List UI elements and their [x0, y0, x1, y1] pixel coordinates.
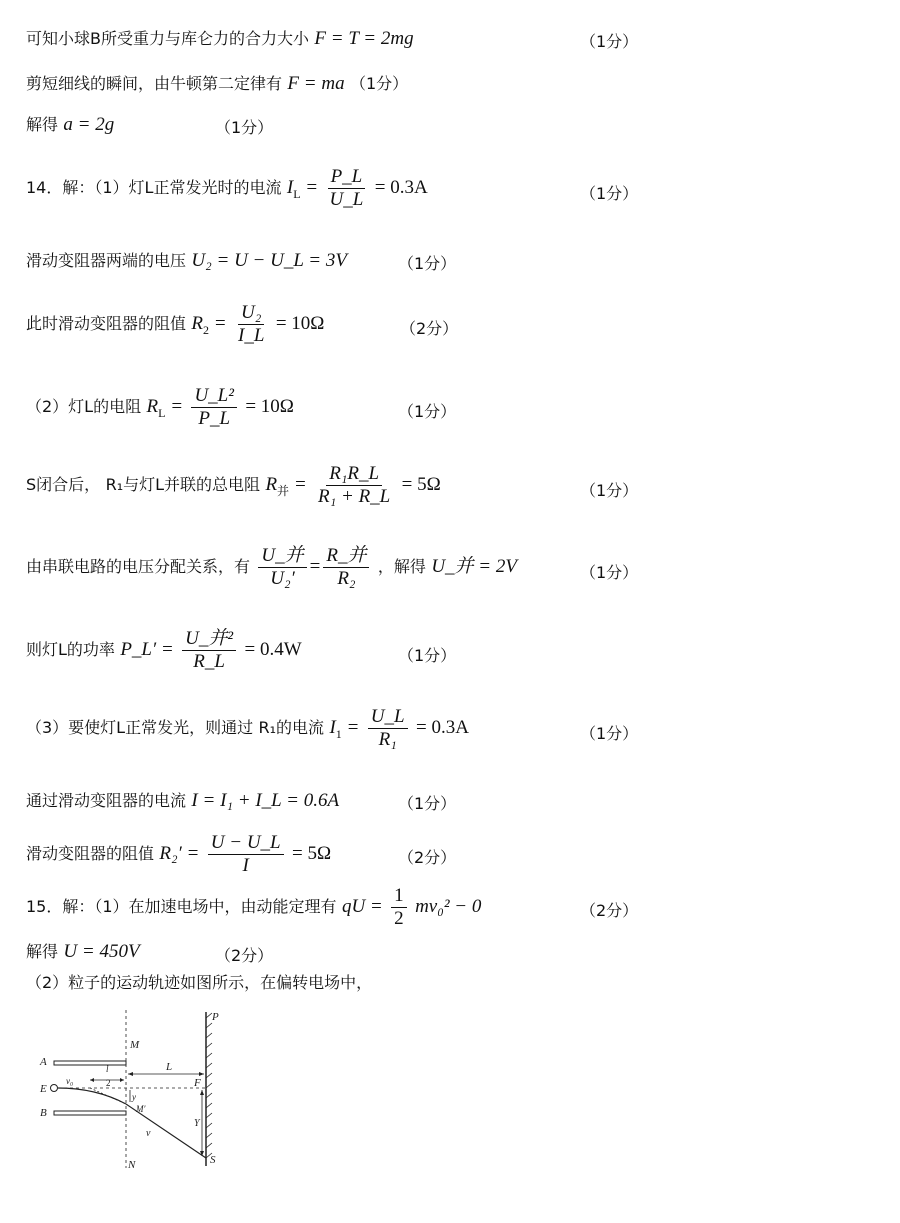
line-15-text: 解得 — [26, 942, 59, 961]
line-12 — [26, 790, 339, 812]
line-9-text: 由串联电路的电压分配关系，有 — [26, 557, 251, 576]
line-7-lhs: $R_L$ = — [146, 396, 184, 420]
label-N: N — [128, 1159, 136, 1171]
line-14-eq-pre: qU = — [341, 896, 383, 917]
trajectory-curve — [58, 1088, 126, 1104]
line-9-frac-a: $\frac{\text{U\_并}}{\text{U₂′}}$ — [258, 545, 306, 590]
line-16 — [26, 972, 372, 994]
points-4: （1分） — [580, 184, 639, 203]
line-13 — [26, 832, 331, 877]
line-3 — [26, 114, 114, 136]
line-15-eq: U = 450V — [63, 941, 140, 962]
line-8-text: S闭合后， — [26, 475, 101, 494]
points-15: （2分） — [215, 946, 274, 965]
points-5: （1分） — [398, 254, 457, 273]
label-P: P — [212, 1011, 219, 1023]
points-8: （1分） — [580, 481, 639, 500]
line-11-text: （3）要使灯L正常发光，则通过 — [26, 718, 254, 737]
line-8-rhs: = 5Ω — [401, 474, 441, 495]
line-4-rhs: = 0.3A — [374, 177, 428, 198]
label-F: F — [194, 1077, 201, 1089]
points-6: （2分） — [400, 319, 459, 338]
label-M: M — [130, 1039, 140, 1051]
deflection-diagram — [36, 1008, 236, 1173]
points-2: （1分） — [349, 74, 409, 93]
line-11-rhs: = 0.3A — [415, 717, 469, 738]
line-2-text: 剪短细线的瞬间，由牛顿第二定律有 — [26, 74, 283, 93]
label-v: v — [146, 1128, 151, 1139]
label-two: 2 — [106, 1078, 111, 1088]
line-9-post: ，解得 — [377, 557, 426, 576]
line-11-mid: R₁的电流 — [258, 718, 325, 737]
line-3-eq: a = 2g — [63, 114, 115, 135]
points-10: （1分） — [398, 646, 457, 665]
points-7: （1分） — [398, 402, 457, 421]
line-16-text: （2）粒子的运动轨迹如图所示，在偏转电场中， — [26, 973, 373, 992]
line-5-eq: U₂ = U − U_L = 3V — [191, 250, 347, 271]
line-11 — [26, 706, 469, 751]
line-7-rhs: = 10Ω — [245, 396, 294, 417]
source-E — [51, 1085, 58, 1092]
line-2 — [26, 73, 408, 95]
line-4-text: 14．解：（1）灯L正常发光时的电流 — [26, 178, 282, 197]
line-7-text: （2）灯L的电阻 — [26, 397, 142, 416]
points-1: （1分） — [580, 32, 639, 51]
line-15 — [26, 941, 140, 963]
line-10 — [26, 628, 302, 673]
line-7 — [26, 385, 294, 430]
line-8-mid: R₁与灯L并联的总电阻 — [105, 475, 261, 494]
line-11-lhs: $I_1$ = — [329, 717, 360, 741]
line-10-frac: $\frac{\text{U\_并²}}{R\_L}$ — [182, 628, 236, 673]
label-Y: Y — [194, 1118, 200, 1129]
plate-B — [54, 1111, 126, 1115]
line-12-eq: I = I₁ + I_L = 0.6A — [191, 790, 340, 811]
line-9-eq: U_并 = 2V — [431, 556, 517, 577]
label-B: B — [40, 1107, 47, 1119]
line-6-lhs: $R_2$ = — [191, 313, 227, 337]
line-14-frac: $\frac{1}{2}$ — [391, 885, 407, 930]
points-13: （2分） — [398, 848, 457, 867]
line-14 — [26, 885, 481, 930]
line-4-lhs: $I_L$ = — [286, 177, 319, 201]
line-9-frac-b: $\frac{\text{R\_并}}{\text{R₂}}$ — [323, 545, 369, 590]
line-8 — [26, 463, 441, 508]
line-6-frac: $\frac{\text{U₂}}{I\_L}$ — [238, 302, 265, 346]
label-Mp: M′ — [136, 1104, 146, 1114]
label-l: l — [106, 1064, 109, 1074]
line-13-rhs: = 5Ω — [292, 843, 332, 864]
line-8-frac: $\frac{\text{R₁R\_L}}{\text{R₁ + R\_L}}$ — [318, 463, 391, 507]
label-E: E — [40, 1083, 47, 1095]
line-5 — [26, 250, 347, 272]
label-y: y — [132, 1092, 136, 1102]
points-9: （1分） — [580, 563, 639, 582]
points-3: （1分） — [215, 118, 274, 137]
points-12: （1分） — [398, 794, 457, 813]
line-11-frac: $\frac{U\_L}{\text{R₁}}$ — [368, 706, 408, 751]
line-14-text: 15．解：（1）在加速电场中，由动能定理有 — [26, 897, 337, 916]
line-6-text: 此时滑动变阻器的阻值 — [26, 314, 187, 333]
plate-A — [54, 1061, 126, 1065]
line-10-lhs: P_L′ = — [120, 639, 174, 660]
line-13-frac: $\frac{U - U\_L}{I}$ — [208, 832, 284, 877]
line-1-eq: F = T = 2mg — [314, 28, 414, 49]
line-5-text: 滑动变阻器两端的电压 — [26, 251, 187, 270]
points-14: （2分） — [580, 901, 639, 920]
line-13-text: 滑动变阻器的阻值 — [26, 844, 155, 863]
label-L: L — [166, 1061, 173, 1073]
label-S: S — [210, 1154, 216, 1166]
line-9: 由串联电路的电压分配关系，有 $\frac{\text{U\_并}}{\text{U₂′}}$ = $\frac{\text{R\_并}}{\text{R₂}}$ ，解得 U_并 = 2V — [26, 545, 517, 589]
line-4-frac: $\frac{P\_L}{U\_L}$ — [329, 166, 364, 210]
screen-hatching — [206, 1013, 212, 1158]
points-11: （1分） — [580, 724, 639, 743]
line-10-rhs: = 0.4W — [244, 639, 302, 660]
line-8-lhs: $R_并$ = — [265, 474, 307, 498]
label-v0: v₀ — [66, 1076, 74, 1086]
label-A: A — [40, 1056, 47, 1068]
line-7-frac: $\frac{\text{U\_L²}}{P\_L}$ — [191, 385, 236, 430]
line-14-eq: mv₀² − 0 — [415, 896, 482, 917]
line-1-text: 可知小球B所受重力与库仑力的合力大小 — [26, 29, 309, 48]
line-6 — [26, 302, 324, 347]
line-6-rhs: = 10Ω — [275, 313, 325, 334]
line-2-eq: F = ma — [287, 73, 345, 94]
line-13-lhs: R₂′ = — [159, 843, 200, 864]
line-12-text: 通过滑动变阻器的电流 — [26, 791, 187, 810]
line-4 — [26, 166, 428, 211]
line-1 — [26, 28, 414, 50]
line-10-text: 则灯L的功率 — [26, 640, 115, 659]
line-3-text: 解得 — [26, 115, 59, 134]
